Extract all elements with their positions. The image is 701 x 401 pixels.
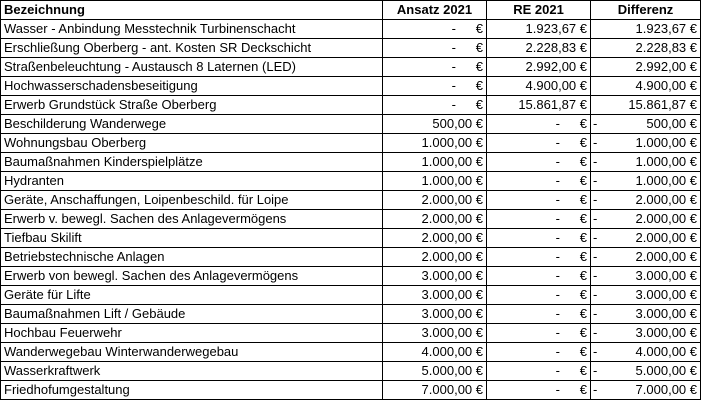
amount-value: 1.000,00 € [635, 154, 697, 169]
row-bezeichnung: Erwerb Grundstück Straße Oberberg [1, 96, 383, 115]
row-re [487, 96, 591, 115]
empty-dash: - [555, 173, 560, 188]
negative-sign: - [593, 268, 598, 283]
table-row [1, 381, 701, 400]
row-ansatz [383, 96, 487, 115]
empty-dash: - [451, 40, 456, 55]
row-differenz [591, 96, 701, 115]
row-differenz [591, 58, 701, 77]
row-re [487, 20, 591, 39]
empty-dash: - [555, 116, 560, 131]
row-bezeichnung: Erwerb von bewegl. Sachen des Anlagevermögens [1, 267, 383, 286]
empty-dash: - [451, 59, 456, 74]
amount-value: 2.992,00 € [525, 59, 587, 74]
row-differenz [591, 115, 701, 134]
row-ansatz [383, 77, 487, 96]
currency-symbol: € [579, 306, 587, 321]
row-differenz [591, 210, 701, 229]
amount-value: 1.923,67 € [635, 21, 697, 36]
empty-dash: - [555, 192, 560, 207]
table-row [1, 20, 701, 39]
amount-value: 2.000,00 € [635, 230, 697, 245]
negative-sign: - [593, 287, 598, 302]
amount-value: 3.000,00 € [635, 287, 697, 302]
row-re [487, 210, 591, 229]
empty-dash: - [555, 363, 560, 378]
row-ansatz [383, 324, 487, 343]
row-bezeichnung: Wasserkraftwerk [1, 362, 383, 381]
table-row [1, 58, 701, 77]
row-differenz [591, 153, 701, 172]
empty-dash: - [555, 230, 560, 245]
row-re [487, 343, 591, 362]
row-bezeichnung: Wanderwegebau Winterwanderwegebau [1, 343, 383, 362]
row-bezeichnung: Erwerb v. bewegl. Sachen des Anlagevermögens [1, 210, 383, 229]
row-re [487, 172, 591, 191]
row-ansatz [383, 20, 487, 39]
table-row [1, 324, 701, 343]
row-re [487, 324, 591, 343]
row-ansatz [383, 39, 487, 58]
currency-symbol: € [579, 363, 587, 378]
row-re [487, 134, 591, 153]
amount-value: 7.000,00 € [421, 382, 483, 397]
row-ansatz [383, 267, 487, 286]
amount-value: 3.000,00 € [421, 287, 483, 302]
amount-value: 2.000,00 € [421, 211, 483, 226]
negative-sign: - [593, 116, 598, 131]
negative-sign: - [593, 230, 598, 245]
table-row [1, 286, 701, 305]
currency-symbol: € [475, 78, 483, 93]
row-re [487, 39, 591, 58]
row-bezeichnung: Friedhofumgestaltung [1, 381, 383, 400]
currency-symbol: € [579, 230, 587, 245]
row-bezeichnung: Baumaßnahmen Kinderspielplätze [1, 153, 383, 172]
table-row [1, 210, 701, 229]
amount-value: 4.000,00 € [421, 344, 483, 359]
table-row [1, 229, 701, 248]
row-ansatz [383, 286, 487, 305]
amount-value: 1.000,00 € [421, 154, 483, 169]
row-re [487, 115, 591, 134]
amount-value: 3.000,00 € [421, 268, 483, 283]
currency-symbol: € [475, 40, 483, 55]
row-re [487, 305, 591, 324]
amount-value: 1.923,67 € [525, 21, 587, 36]
row-differenz [591, 324, 701, 343]
amount-value: 2.992,00 € [635, 59, 697, 74]
empty-dash: - [451, 21, 456, 36]
empty-dash: - [555, 135, 560, 150]
amount-value: 1.000,00 € [635, 135, 697, 150]
row-bezeichnung: Beschilderung Wanderwege [1, 115, 383, 134]
table-row [1, 77, 701, 96]
table-row [1, 191, 701, 210]
negative-sign: - [593, 135, 598, 150]
empty-dash: - [555, 306, 560, 321]
amount-value: 2.228,83 € [635, 40, 697, 55]
row-ansatz [383, 134, 487, 153]
row-differenz [591, 381, 701, 400]
row-differenz [591, 267, 701, 286]
table-row [1, 115, 701, 134]
amount-value: 2.000,00 € [635, 249, 697, 264]
row-bezeichnung: Hochbau Feuerwehr [1, 324, 383, 343]
currency-symbol: € [475, 97, 483, 112]
row-bezeichnung: Wohnungsbau Oberberg [1, 134, 383, 153]
row-ansatz [383, 115, 487, 134]
amount-value: 5.000,00 € [421, 363, 483, 378]
row-differenz [591, 248, 701, 267]
row-ansatz [383, 248, 487, 267]
table-row [1, 362, 701, 381]
empty-dash: - [555, 249, 560, 264]
row-re [487, 362, 591, 381]
empty-dash: - [555, 287, 560, 302]
negative-sign: - [593, 325, 598, 340]
row-differenz [591, 77, 701, 96]
amount-value: 15.861,87 € [628, 97, 697, 112]
header-bezeichnung: Bezeichnung [1, 1, 383, 20]
table-row [1, 134, 701, 153]
row-re [487, 58, 591, 77]
currency-symbol: € [579, 268, 587, 283]
negative-sign: - [593, 173, 598, 188]
currency-symbol: € [579, 211, 587, 226]
currency-symbol: € [579, 287, 587, 302]
empty-dash: - [555, 211, 560, 226]
currency-symbol: € [579, 135, 587, 150]
table-row [1, 39, 701, 58]
row-ansatz [383, 172, 487, 191]
row-differenz [591, 362, 701, 381]
negative-sign: - [593, 382, 598, 397]
amount-value: 3.000,00 € [421, 325, 483, 340]
amount-value: 500,00 € [646, 116, 697, 131]
header-row [1, 1, 701, 20]
row-ansatz [383, 305, 487, 324]
row-bezeichnung: Straßenbeleuchtung - Austausch 8 Laternen (LED) [1, 58, 383, 77]
row-bezeichnung: Geräte für Lifte [1, 286, 383, 305]
row-bezeichnung: Wasser - Anbindung Messtechnik Turbinenschacht [1, 20, 383, 39]
row-bezeichnung: Hochwasserschadensbeseitigung [1, 77, 383, 96]
row-ansatz [383, 381, 487, 400]
empty-dash: - [555, 325, 560, 340]
currency-symbol: € [579, 382, 587, 397]
empty-dash: - [451, 97, 456, 112]
amount-value: 7.000,00 € [635, 382, 697, 397]
empty-dash: - [555, 344, 560, 359]
row-ansatz [383, 191, 487, 210]
currency-symbol: € [475, 59, 483, 74]
row-bezeichnung: Betriebstechnische Anlagen [1, 248, 383, 267]
row-ansatz [383, 362, 487, 381]
currency-symbol: € [579, 344, 587, 359]
amount-value: 1.000,00 € [635, 173, 697, 188]
amount-value: 2.000,00 € [635, 192, 697, 207]
row-differenz [591, 343, 701, 362]
table-row [1, 96, 701, 115]
row-bezeichnung: Geräte, Anschaffungen, Loipenbeschild. für Loipe [1, 191, 383, 210]
header-re: RE 2021 [487, 1, 591, 20]
header-ansatz: Ansatz 2021 [383, 1, 487, 20]
row-differenz [591, 134, 701, 153]
row-re [487, 267, 591, 286]
table-row [1, 153, 701, 172]
row-ansatz [383, 229, 487, 248]
negative-sign: - [593, 192, 598, 207]
row-bezeichnung: Baumaßnahmen Lift / Gebäude [1, 305, 383, 324]
currency-symbol: € [579, 192, 587, 207]
row-differenz [591, 172, 701, 191]
table-row [1, 172, 701, 191]
amount-value: 4.900,00 € [525, 78, 587, 93]
negative-sign: - [593, 249, 598, 264]
row-re [487, 286, 591, 305]
amount-value: 3.000,00 € [635, 306, 697, 321]
negative-sign: - [593, 363, 598, 378]
table-row [1, 267, 701, 286]
negative-sign: - [593, 154, 598, 169]
amount-value: 15.861,87 € [518, 97, 587, 112]
row-re [487, 191, 591, 210]
currency-symbol: € [579, 173, 587, 188]
header-differenz: Differenz [591, 1, 701, 20]
table-row [1, 343, 701, 362]
empty-dash: - [555, 268, 560, 283]
amount-value: 3.000,00 € [635, 325, 697, 340]
currency-symbol: € [579, 249, 587, 264]
table-row [1, 248, 701, 267]
row-differenz [591, 191, 701, 210]
amount-value: 2.228,83 € [525, 40, 587, 55]
row-re [487, 381, 591, 400]
table-row [1, 305, 701, 324]
row-ansatz [383, 153, 487, 172]
currency-symbol: € [579, 154, 587, 169]
row-differenz [591, 39, 701, 58]
amount-value: 4.000,00 € [635, 344, 697, 359]
empty-dash: - [451, 78, 456, 93]
amount-value: 2.000,00 € [421, 249, 483, 264]
row-ansatz [383, 210, 487, 229]
row-ansatz [383, 343, 487, 362]
row-re [487, 77, 591, 96]
row-re [487, 153, 591, 172]
row-differenz [591, 229, 701, 248]
row-differenz [591, 305, 701, 324]
currency-symbol: € [475, 21, 483, 36]
negative-sign: - [593, 344, 598, 359]
row-bezeichnung: Hydranten [1, 172, 383, 191]
row-ansatz [383, 58, 487, 77]
row-differenz [591, 286, 701, 305]
amount-value: 3.000,00 € [421, 306, 483, 321]
row-bezeichnung: Erschließung Oberberg - ant. Kosten SR Deckschicht [1, 39, 383, 58]
amount-value: 500,00 € [432, 116, 483, 131]
empty-dash: - [555, 382, 560, 397]
negative-sign: - [593, 306, 598, 321]
amount-value: 2.000,00 € [421, 192, 483, 207]
amount-value: 4.900,00 € [635, 78, 697, 93]
empty-dash: - [555, 154, 560, 169]
amount-value: 2.000,00 € [421, 230, 483, 245]
amount-value: 1.000,00 € [421, 135, 483, 150]
row-bezeichnung: Tiefbau Skilift [1, 229, 383, 248]
amount-value: 5.000,00 € [635, 363, 697, 378]
amount-value: 1.000,00 € [421, 173, 483, 188]
amount-value: 3.000,00 € [635, 268, 697, 283]
row-re [487, 229, 591, 248]
currency-symbol: € [579, 325, 587, 340]
row-differenz [591, 20, 701, 39]
negative-sign: - [593, 211, 598, 226]
amount-value: 2.000,00 € [635, 211, 697, 226]
row-re [487, 248, 591, 267]
currency-symbol: € [579, 116, 587, 131]
